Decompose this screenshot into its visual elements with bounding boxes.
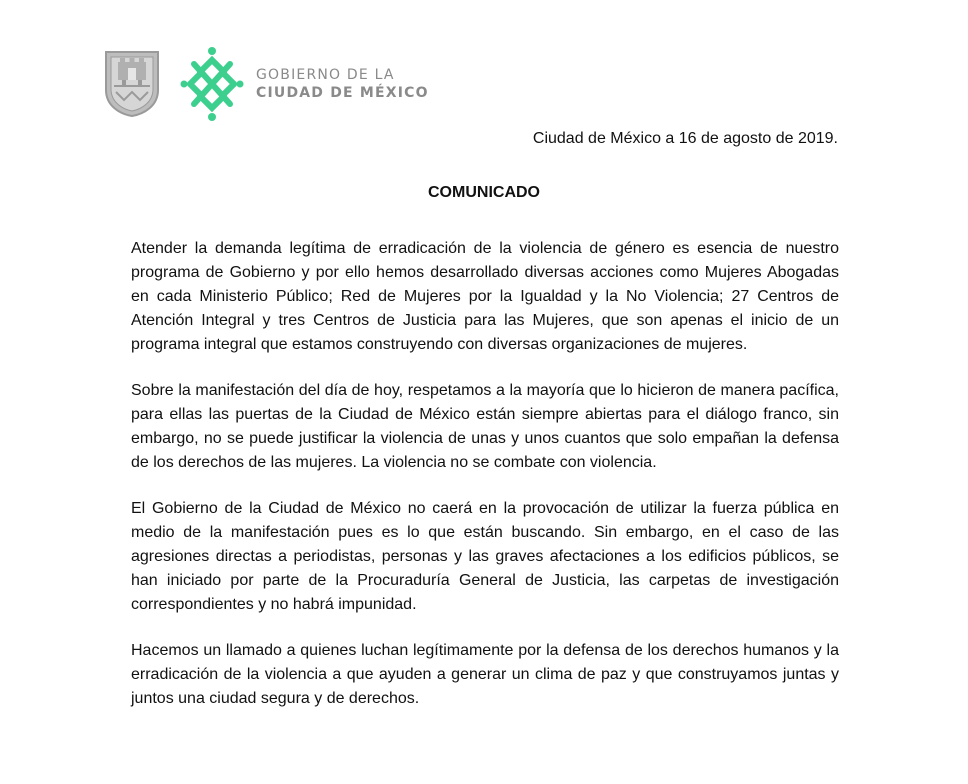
paragraph-4: Hacemos un llamado a quienes luchan legítimamente por la defensa de los derechos humanos y la erradicación de la violencia a que ayuden a generar un clima de paz y que construyamos juntas y juntos una ciudad segura y de derechos. — [131, 642, 839, 707]
brand-line-1: GOBIERNO DE LA — [256, 67, 395, 83]
date-line: Ciudad de México a 16 de agosto de 2019. — [532, 130, 838, 147]
letterhead — [104, 48, 429, 120]
paragraph-1: Atender la demanda legítima de erradicación de la violencia de género es esencia de nuestro programa de Gobierno y por ello hemos desarrollado diversas acciones como Mujeres Abogadas en cada Ministerio Público; Red de Mujeres por la Igualdad y la No Violencia; 27 Centros de Atención Integral y tres Centros de Justicia para las Mujeres, que son apenas el inicio de un programa integral que estamos construyendo con diversas organizaciones de mujeres. — [131, 240, 839, 353]
brand-wordmark — [256, 66, 429, 102]
brand-line-2: CIUDAD DE MÉXICO — [256, 85, 429, 101]
document-title: COMUNICADO — [428, 184, 540, 201]
cdmx-emblem-icon — [180, 46, 244, 122]
paragraph-3: El Gobierno de la Ciudad de México no caerá en la provocación de utilizar la fuerza pública en medio de la manifestación pues es lo que están buscando. Sin embargo, en el caso de las agresiones directas a periodistas, personas y las graves afectaciones a los edificios públicos, se han iniciado por parte de la Procuraduría General de Justicia, las carpetas de investigación correspondientes y no habrá impunidad. — [131, 500, 839, 613]
coat-of-arms-icon — [104, 50, 160, 118]
paragraph-2: Sobre la manifestación del día de hoy, respetamos a la mayoría que lo hicieron de manera pacífica, para ellas las puertas de la Ciudad de México están siempre abiertas para el diálogo franco, sin embargo, no se puede justificar la violencia de unas y unos cuantos que solo empañan la defensa de los derechos de las mujeres. La violencia no se combate con violencia. — [131, 382, 839, 471]
document-body — [131, 237, 839, 733]
